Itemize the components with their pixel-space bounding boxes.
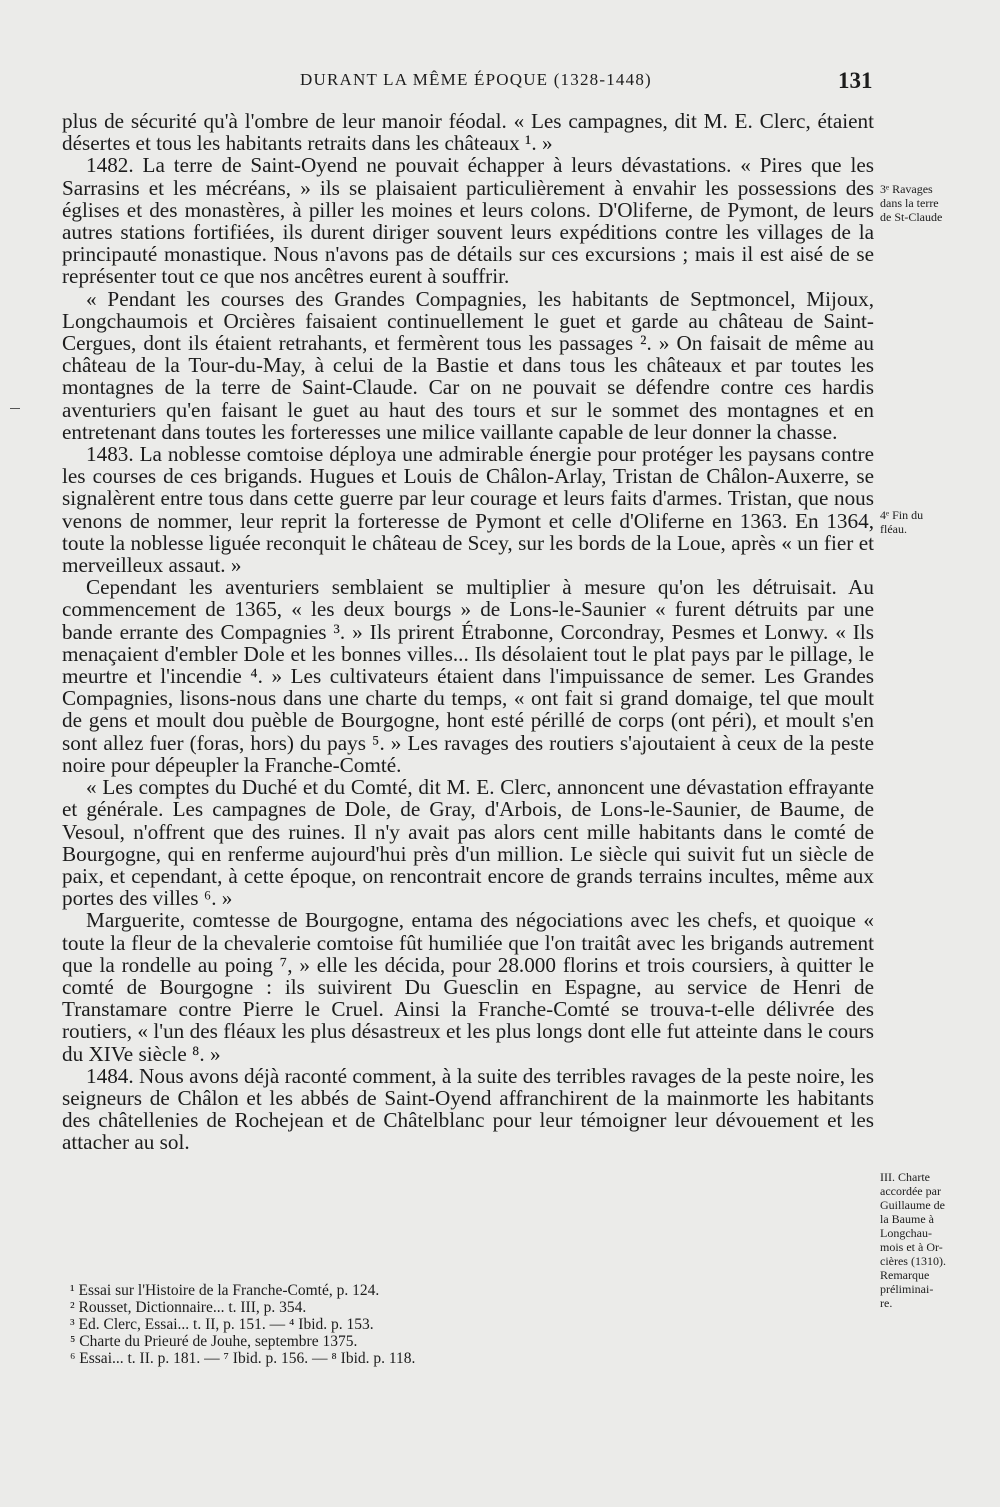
footnote: ² Rousset, Dictionnaire... t. III, p. 354.	[70, 1299, 307, 1316]
sidenote-charte: III. Charte accordée par Guillaume de la Baume à Longchau- mois et à Or- cières (1310). Remarque préliminai- re.	[880, 1170, 946, 1310]
running-header	[0, 68, 1000, 98]
footnote: ¹ Essai sur l'Histoire de la Franche-Comté, p. 124.	[70, 1282, 380, 1299]
sidenote-fin-du-fleau: 4ᵉ Fin du fléau.	[880, 508, 924, 536]
paragraph: 1483. La noblesse comtoise déploya une admirable énergie pour protéger les paysans contre les courses de ces brigands. Hugues et Louis de Châlon-Arlay, Tristan de Châlon-Auxerre, se signalèrent entre tous dans cette guerre par leur courage et leurs faits d'armes. Tristan, que nous venons de nommer, leur reprit la forteresse de Pymont et celle d'Oliferne en 1363. En 1364, toute la noblesse liguée reconquit le château de Scey, sur les bords de la Loue, après « un fier et merveilleux assaut. »	[62, 442, 874, 578]
footnotes	[70, 1282, 630, 1367]
sidenote-ravages: 3ᵉ Ravages dans la terre de St-Claude	[880, 182, 943, 224]
paragraph: 1482. La terre de Saint-Oyend ne pouvait échapper à leurs dévastations. « Pires que les Sarrasins et les mécréans, » ils se plaisaient particulièrement à envahir les possessions des églises et des monastères, à piller les moines et leurs colons. D'Oliferne, de Pymont, de leurs autres stations fortifiées, ils durent diriger souvent leurs expéditions contre les villages de la principauté monastique. Nous n'avons pas de détails sur ces excursions ; mais il est aisé de se représenter tout ce que nos ancêtres eurent à souffrir.	[62, 153, 874, 289]
paragraph: 1484. Nous avons déjà raconté comment, à la suite des terribles ravages de la peste noire, les seigneurs de Châlon et les abbés de Saint-Oyend affranchirent de la mainmorte les habitants des châtellenies de Rochejean et de Châtelblanc pour leur témoigner leur dévouement et les attacher au sol.	[62, 1063, 874, 1155]
paragraph: « Pendant les courses des Grandes Compagnies, les habitants de Septmoncel, Mijoux, Longchaumois et Orcières faisaient continuellement le guet et garde au château de Saint-Cergues, dont ils étaient retrahants, et fermèrent tous les passages ². » On faisait de même au château de la Tour-du-May, à celui de la Bastie et dans tous les châteaux et par toutes les montagnes de la terre de Saint-Claude. Car on ne pouvait se défendre contre ces hardis aventuriers qu'en faisant le guet au haut des tours et sur le sommet des montagnes et en entretenant dans toutes les forteresses une milice vaillante capable de leur donner la chasse.	[62, 286, 874, 444]
paragraph: Marguerite, comtesse de Bourgogne, entama des négociations avec les chefs, et quoique « toute la fleur de la chevalerie comtoise fût humiliée que l'on traitât avec les brigands autrement que la rondelle au poing ⁷, » elle les décida, pour 28.000 florins et trois coursiers, à quitter le comté de Bourgogne : ils suivirent Du Guesclin en Espagne, au service de Henri de Transtamare contre Pierre le Cruel. Ainsi la Franche-Comté se trouva-t-elle délivrée des routiers, « l'un des fléaux les plus désastreux et les plus longs dont elle fut atteinte dans le cours du XIVe siècle ⁸. »	[62, 908, 874, 1066]
footnote: ⁵ Charte du Prieuré de Jouhe, septembre 1375.	[70, 1333, 358, 1350]
body-text	[62, 110, 874, 1154]
running-title: DURANT LA MÊME ÉPOQUE (1328-1448)	[300, 70, 652, 89]
paragraph: Cependant les aventuriers semblaient se multiplier à mesure qu'on les détruisait. Au commencement de 1365, « les deux bourgs » de Lons-le-Saunier « furent détruits par une bande errante des Compagnies ³. » Ils prirent Étrabonne, Corcondray, Pesmes et Lonwy. « Ils menaçaient d'embler Dole et les bonnes villes... Ils désolaient tout le plat pays par le pillage, le meurtre et l'incendie ⁴. » Les cultivateurs étaient dans l'impuissance de semer. Les Grandes Compagnies, lisons-nous dans une charte du temps, « ont fait si grand domaige, tel que moult de gens et moult dou puèble de Bourgogne, hont esté périllé de corps (ont péri), et moult s'en sont allez fuer (foras, hors) du pays ⁵. » Les ravages des routiers s'ajoutaient à ceux de la peste noire pour dépeupler la Franche-Comté.	[62, 575, 874, 777]
footnote: ³ Ed. Clerc, Essai... t. II, p. 151. — ⁴ Ibid. p. 153.	[70, 1316, 374, 1333]
paragraph: plus de sécurité qu'à l'ombre de leur manoir féodal. « Les campagnes, dit M. E. Clerc, étaient désertes et tous les habitants retraits dans les châteaux ¹. »	[62, 109, 874, 156]
footnote: ⁶ Essai... t. II. p. 181. — ⁷ Ibid. p. 156. — ⁸ Ibid. p. 118.	[70, 1350, 416, 1367]
paragraph: « Les comptes du Duché et du Comté, dit M. E. Clerc, annoncent une dévastation effrayante et générale. Les campagnes de Dole, de Gray, d'Arbois, de Lons-le-Saunier, de Baume, de Vesoul, n'offrent que des ruines. Il n'y avait pas alors cent mille habitants dans le comté de Bourgogne, qui en renferme aujourd'hui près d'un million. Le siècle qui suivit fut un siècle de paix, et cependant, à cette époque, on rencontrait encore de grands terrains incultes, même aux portes des villes ⁶. »	[62, 775, 874, 911]
margin-mark	[10, 408, 20, 409]
page-number: 131	[838, 68, 873, 93]
